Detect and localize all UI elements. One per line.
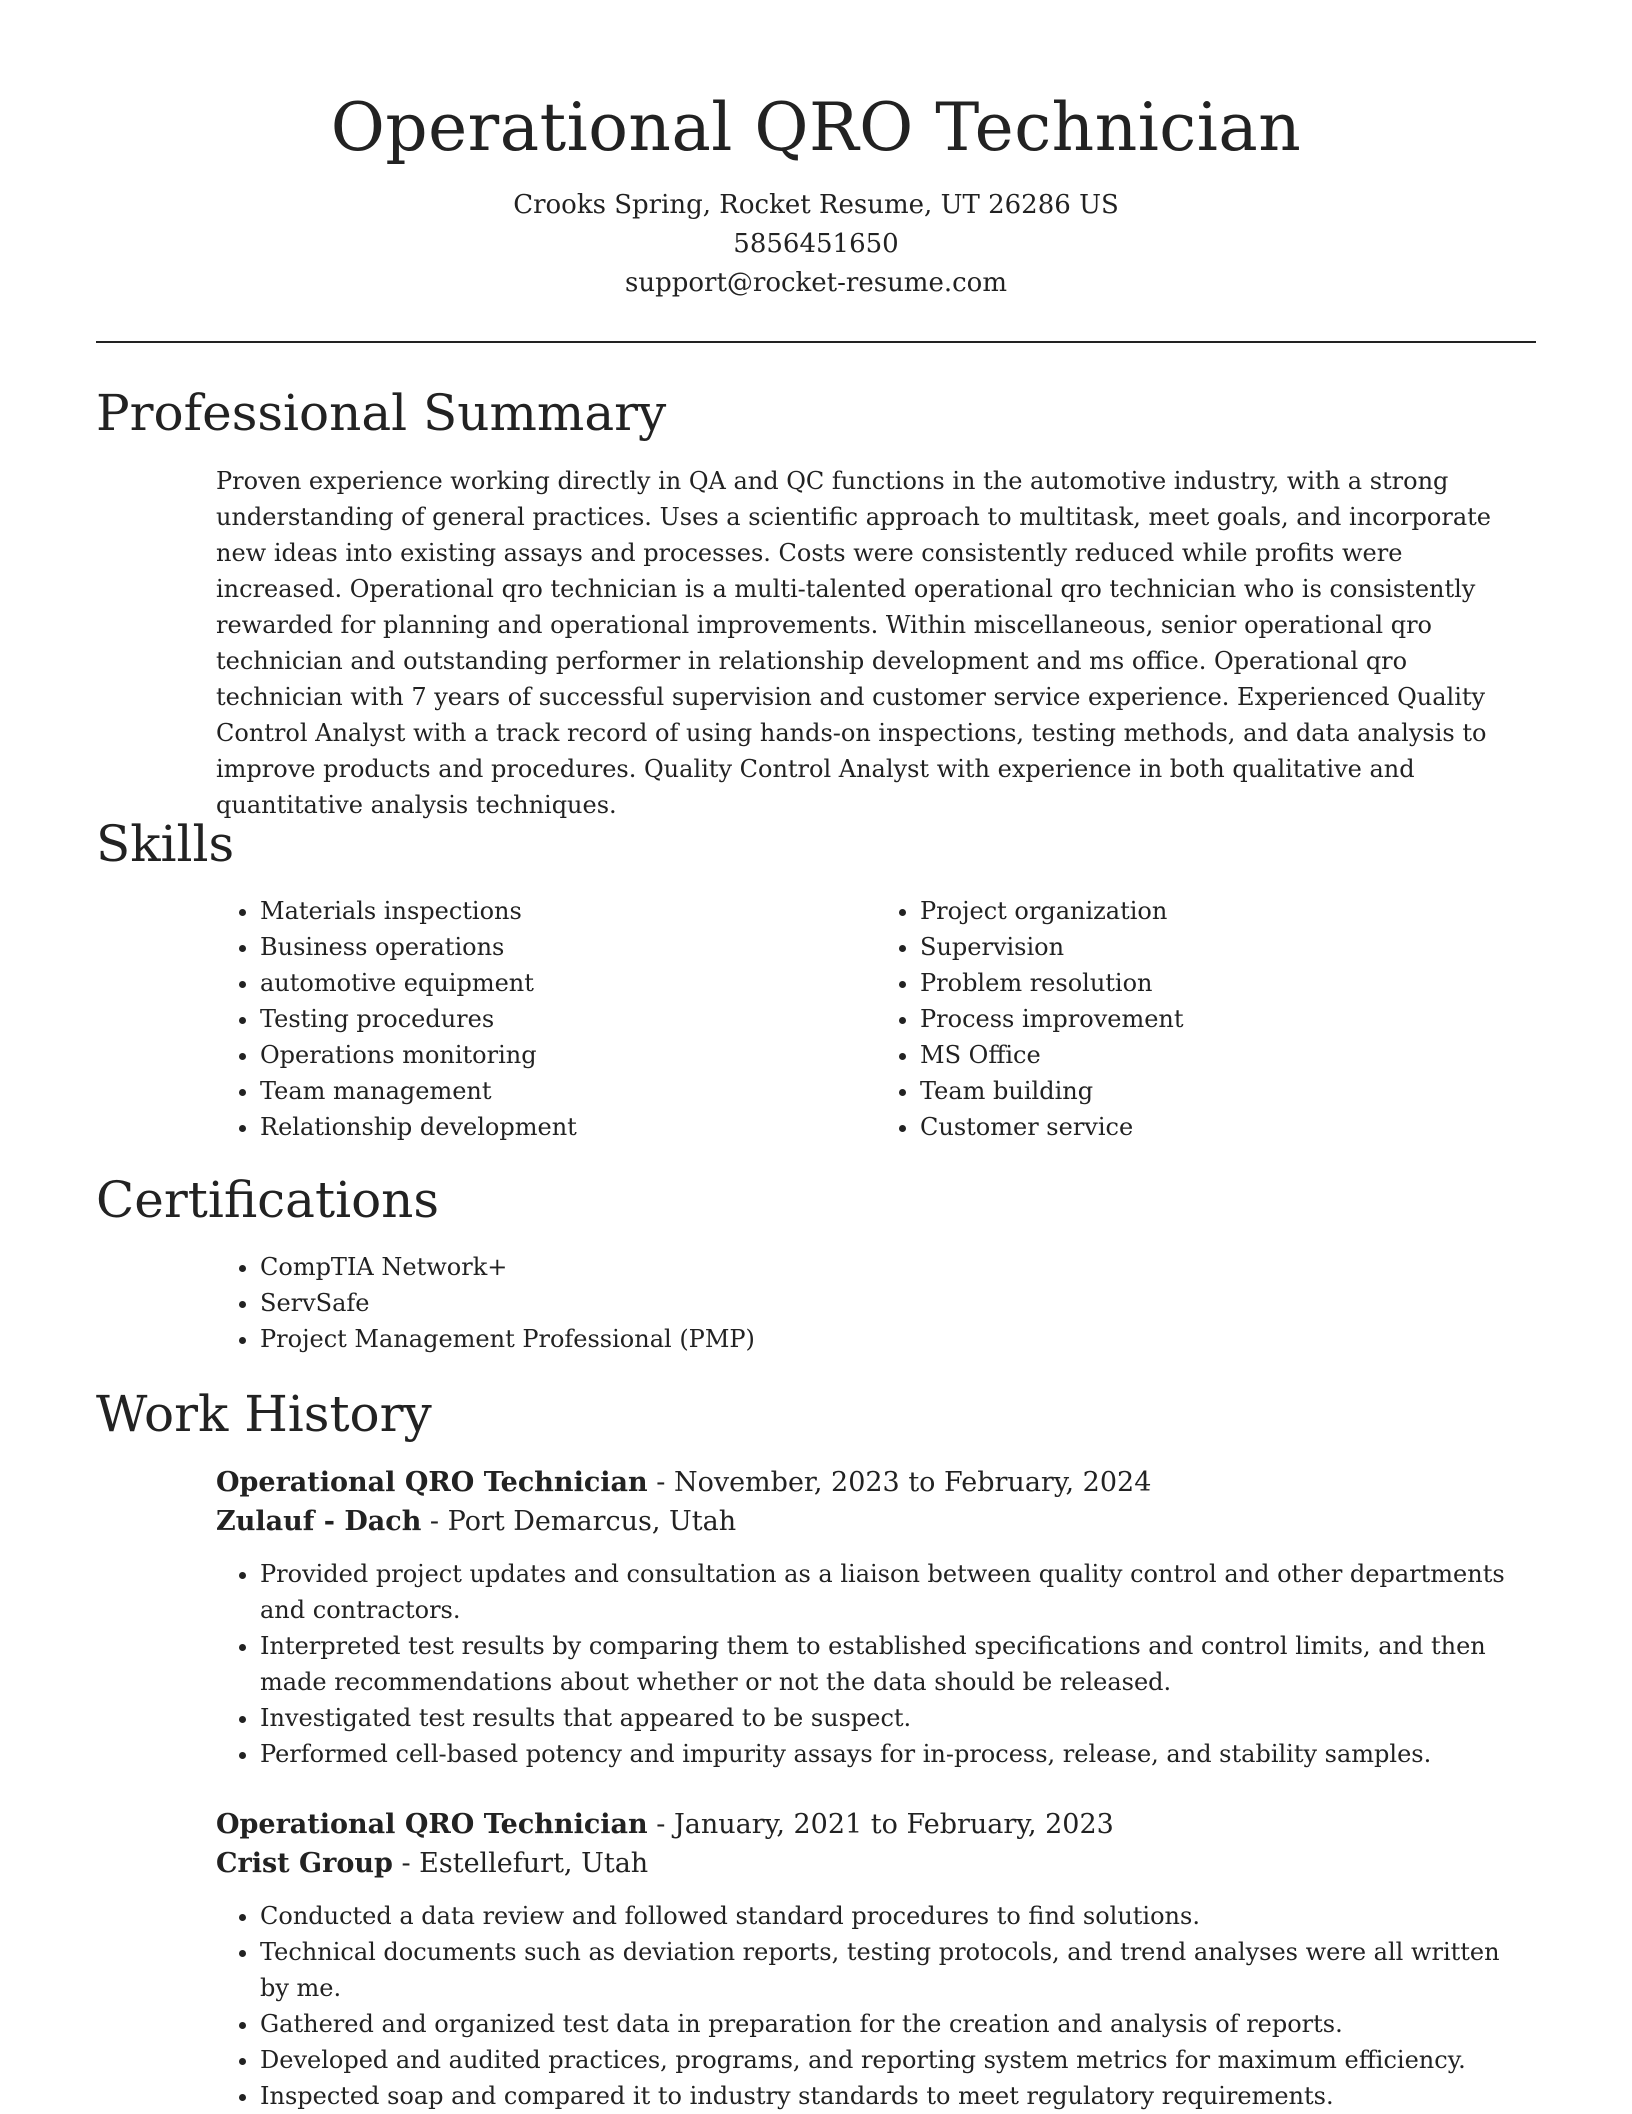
certification-item: • Project Management Professional (PMP): [260, 1321, 1536, 1357]
header-divider: [96, 341, 1536, 343]
summary-section: [216, 463, 1536, 823]
job-bullet: • Developed and audited practices, programs, and reporting system metrics for maximum efficiency.: [260, 2042, 1536, 2078]
job-company-line: [216, 1502, 1536, 1542]
skill-item: • Relationship development: [260, 1109, 876, 1145]
email: support@rocket-resume.com: [624, 268, 1007, 298]
job-bullet: • Conducted a data review and followed standard procedures to find solutions.: [260, 1898, 1536, 1934]
job-role: Operational QRO Technician: [216, 1809, 648, 1840]
certifications-list: [216, 1249, 1536, 1357]
skills-column-left: [216, 893, 876, 1145]
job-dates: - January, 2021 to February, 2023: [647, 1809, 1114, 1840]
job-bullet: • Interpreted test results by comparing them to established specifications and control limits, and then made recommendations about whether or not the data should be released.: [260, 1628, 1536, 1700]
job-location: - Estellefurt, Utah: [392, 1848, 649, 1879]
job-title-line: [216, 1805, 1536, 1844]
job-company-line: [216, 1844, 1536, 1884]
skill-item: • Operations monitoring: [260, 1037, 876, 1073]
skills-column-right: [876, 893, 1536, 1145]
skill-item: • MS Office: [920, 1037, 1536, 1073]
address: Crooks Spring, Rocket Resume, UT 26286 US: [513, 190, 1119, 220]
job-company: Crist Group: [216, 1848, 393, 1879]
certifications-section: [216, 1249, 1536, 1357]
job-dates: - November, 2023 to February, 2024: [647, 1467, 1152, 1498]
skills-list: [216, 893, 1536, 1145]
skill-item: • Materials inspections: [260, 893, 876, 929]
phone: 5856451650: [733, 229, 899, 259]
job-bullets: [216, 1556, 1536, 1772]
certification-item: • CompTIA Network+: [260, 1249, 1536, 1285]
skills-heading: Skills: [96, 815, 235, 873]
job-bullet: • Investigated test results that appeared to be suspect.: [260, 1700, 1536, 1736]
skill-item: • Testing procedures: [260, 1001, 876, 1037]
skill-item: • Project organization: [920, 893, 1536, 929]
skill-item: • Supervision: [920, 929, 1536, 965]
job-entry: [216, 1805, 1536, 2114]
skill-item: • Problem resolution: [920, 965, 1536, 1001]
candidate-name: Operational QRO Technician: [330, 89, 1302, 166]
skill-item: • Process improvement: [920, 1001, 1536, 1037]
job-title-line: [216, 1463, 1536, 1502]
job-role: Operational QRO Technician: [216, 1467, 648, 1498]
job-bullets: [216, 1898, 1536, 2114]
job-company: Zulauf - Dach: [216, 1506, 422, 1537]
summary-heading: Professional Summary: [96, 384, 667, 442]
resume-header: [0, 0, 1632, 303]
certification-item: • ServSafe: [260, 1285, 1536, 1321]
job-bullet: • Technical documents such as deviation reports, testing protocols, and trend analyses were all written by me.: [260, 1934, 1536, 2006]
job-location: - Port Demarcus, Utah: [421, 1506, 737, 1537]
skill-item: • Team building: [920, 1073, 1536, 1109]
job-entry: [216, 1463, 1536, 1772]
job-bullet: • Provided project updates and consultation as a liaison between quality control and other departments and contractors.: [260, 1556, 1536, 1628]
skill-item: • Business operations: [260, 929, 876, 965]
skill-item: • Customer service: [920, 1109, 1536, 1145]
skill-item: • automotive equipment: [260, 965, 876, 1001]
certifications-heading: Certifications: [96, 1171, 440, 1229]
work-history-heading: Work History: [96, 1385, 432, 1443]
summary-text: Proven experience working directly in QA and QC functions in the automotive industry, with a strong understanding of general practices. Uses a scientific approach to multitask, meet goals, and incorporate new ideas into existing assays and processes. Costs were consistently reduced while profits were increased. Operational qro technician is a multi-talented operational qro technician who is consistently rewarded for planning and operational improvements. Within miscellaneous, senior operational qro technician and outstanding performer in relationship development and ms office. Operational qro technician with 7 years of successful supervision and customer service experience. Experienced Quality Control Analyst with a track record of using hands-on inspections, testing methods, and data analysis to improve products and procedures. Quality Control Analyst with experience in both qualitative and quantitative analysis techniques.: [216, 467, 1491, 819]
skill-item: • Team management: [260, 1073, 876, 1109]
job-bullet: • Performed cell-based potency and impurity assays for in-process, release, and stability samples.: [260, 1736, 1536, 1772]
job-bullet: • Gathered and organized test data in preparation for the creation and analysis of reports.: [260, 2006, 1536, 2042]
job-bullet: • Inspected soap and compared it to industry standards to meet regulatory requirements.: [260, 2078, 1536, 2114]
